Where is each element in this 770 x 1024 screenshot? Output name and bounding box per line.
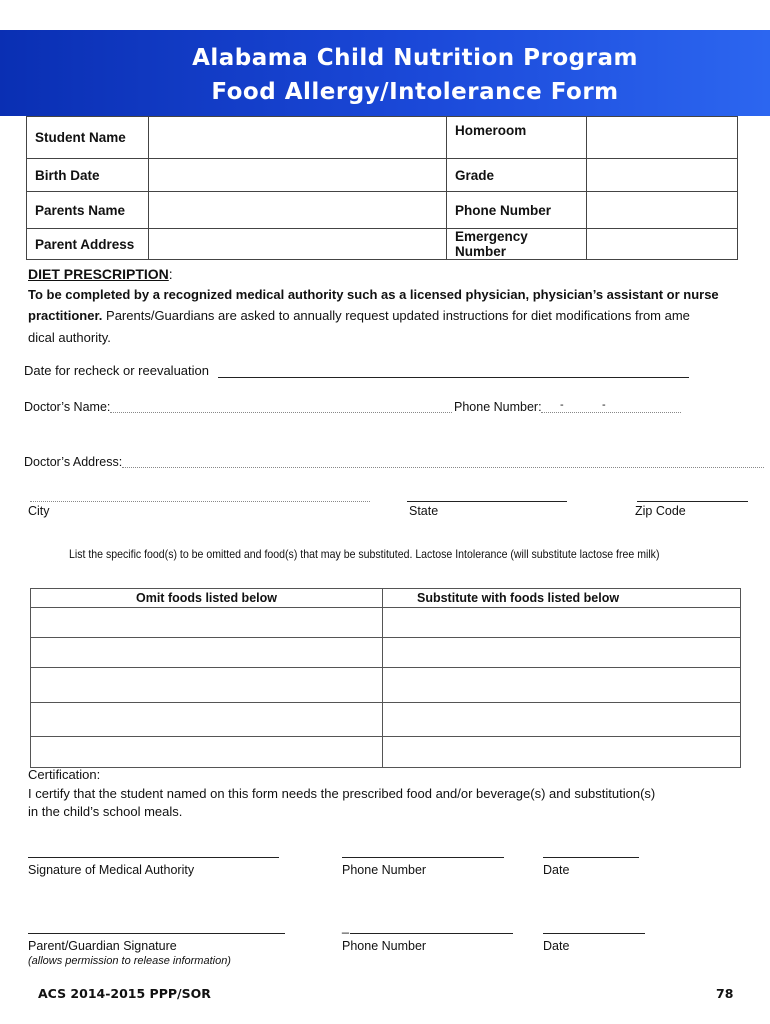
grade-label: Grade (447, 159, 587, 192)
parents-name-field[interactable] (149, 192, 447, 229)
medical-date-line[interactable] (543, 857, 639, 858)
recheck-date-line[interactable] (218, 377, 689, 378)
phone-dash-1: - (560, 399, 564, 411)
grade-field[interactable] (587, 159, 738, 192)
homeroom-field[interactable] (587, 117, 738, 159)
phone-number-field[interactable] (587, 192, 738, 229)
phone-number-label: Phone Number (447, 192, 587, 229)
birth-date-field[interactable] (149, 159, 447, 192)
zip-label: Zip Code (635, 504, 686, 518)
food-substitution-table (30, 588, 741, 768)
substitute-food-cell[interactable] (383, 638, 741, 668)
phone-dash-2: - (602, 399, 606, 411)
doctor-name-line[interactable] (110, 412, 452, 413)
medical-phone-label: Phone Number (342, 863, 427, 877)
state-line[interactable] (407, 501, 567, 502)
diet-instructions-line3: dical authority. (28, 330, 111, 345)
parent-phone-line[interactable] (350, 933, 513, 934)
parent-phone-label: Phone Number (342, 939, 427, 953)
substitute-foods-header: Substitute with foods listed below (383, 589, 741, 608)
parent-signature-line[interactable] (28, 933, 285, 934)
medical-date-label: Date (543, 863, 570, 877)
recheck-date-label: Date for recheck or reevaluation (24, 363, 209, 378)
parents-name-label: Parents Name (27, 192, 149, 229)
omit-food-cell[interactable] (31, 703, 383, 737)
substitute-food-cell[interactable] (383, 737, 741, 768)
form-title-line2: Food Allergy/Intolerance Form (211, 79, 619, 105)
birth-date-label: Birth Date (27, 159, 149, 192)
certification-heading: Certification: (28, 767, 101, 782)
medical-signature-line[interactable] (28, 857, 279, 858)
footer-form-code: ACS 2014-2015 PPP/SOR (38, 986, 211, 1001)
state-label: State (409, 504, 439, 518)
certification-text-line1: I certify that the student named on this form needs the prescribed food and/or beverage(s) and substitution(s) (28, 786, 656, 801)
omit-food-cell[interactable] (31, 608, 383, 638)
homeroom-label: Homeroom (447, 117, 587, 159)
student-name-label: Student Name (27, 117, 149, 159)
doctor-address-label: Doctor’s Address: (24, 455, 123, 469)
food-instructions: List the specific food(s) to be omitted and food(s) that may be substituted. Lactose Intolerance (will substitute lactose free milk) (69, 547, 660, 561)
doctor-name-label: Doctor’s Name: (24, 400, 111, 414)
emergency-number-label: Emergency Number (447, 229, 587, 260)
parent-signature-label: Parent/Guardian Signature (28, 939, 177, 953)
certification-text-line2: in the child’s school meals. (28, 804, 183, 819)
student-info-table (26, 116, 738, 260)
omit-food-cell[interactable] (31, 668, 383, 703)
parent-address-label: Parent Address (27, 229, 149, 260)
city-line[interactable] (30, 501, 370, 502)
omit-food-cell[interactable] (31, 638, 383, 668)
diet-instructions-line2: practitioner. Parents/Guardians are asked to annually request updated instructions for diet modifications from ame (28, 308, 690, 323)
student-name-field[interactable] (149, 117, 447, 159)
parent-address-field[interactable] (149, 229, 447, 260)
parent-date-label: Date (543, 939, 570, 953)
doctor-phone-label: Phone Number: (454, 400, 542, 414)
parent-phone-mark: _ (342, 920, 349, 934)
city-label: City (28, 504, 50, 518)
doctor-address-line[interactable] (122, 467, 764, 468)
zip-line[interactable] (637, 501, 748, 502)
omit-foods-header: Omit foods listed below (31, 589, 383, 608)
page-number: 78 (716, 986, 734, 1001)
substitute-food-cell[interactable] (383, 608, 741, 638)
diet-prescription-heading: DIET PRESCRIPTION: (28, 266, 173, 282)
emergency-number-field[interactable] (587, 229, 738, 260)
substitute-food-cell[interactable] (383, 703, 741, 737)
medical-signature-label: Signature of Medical Authority (28, 863, 195, 877)
medical-phone-line[interactable] (342, 857, 504, 858)
diet-instructions-line1: To be completed by a recognized medical authority such as a licensed physician, physician’s assistant or nurse (28, 287, 719, 302)
substitute-food-cell[interactable] (383, 668, 741, 703)
parent-permission-note: (allows permission to release information) (28, 955, 231, 967)
omit-food-cell[interactable] (31, 737, 383, 768)
form-title-line1: Alabama Child Nutrition Program (192, 45, 638, 71)
parent-date-line[interactable] (543, 933, 645, 934)
doctor-phone-line[interactable] (541, 412, 681, 413)
